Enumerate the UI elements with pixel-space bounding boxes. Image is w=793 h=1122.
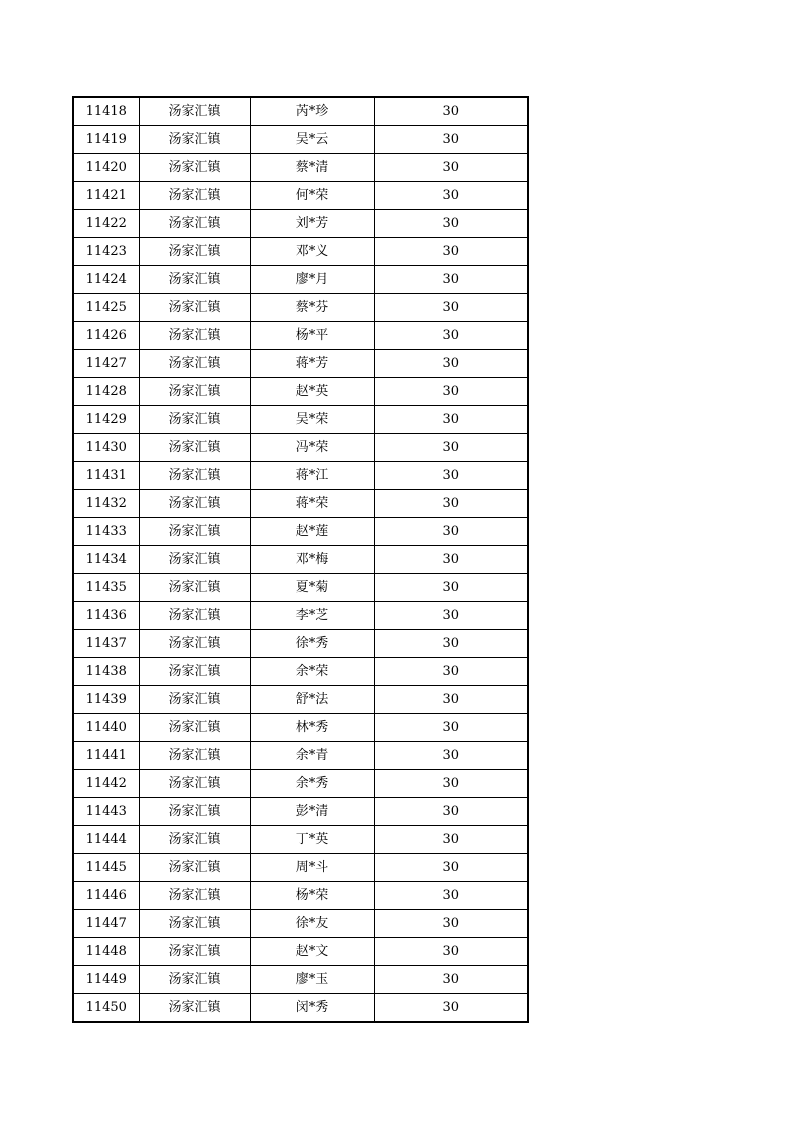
- record-number-cell: 11434: [73, 546, 139, 574]
- amount-cell: 30: [374, 126, 528, 154]
- table-row: [73, 994, 528, 1023]
- table-row: [73, 266, 528, 294]
- record-number-cell: 11440: [73, 714, 139, 742]
- town-cell: 汤家汇镇: [139, 546, 250, 574]
- person-name-cell: 徐*秀: [250, 630, 374, 658]
- town-cell: 汤家汇镇: [139, 938, 250, 966]
- person-name-cell: 闵*秀: [250, 994, 374, 1023]
- town-cell: 汤家汇镇: [139, 518, 250, 546]
- amount-cell: 30: [374, 210, 528, 238]
- table-row: [73, 518, 528, 546]
- table-row: [73, 854, 528, 882]
- amount-cell: 30: [374, 630, 528, 658]
- person-name-cell: 赵*文: [250, 938, 374, 966]
- record-number-cell: 11421: [73, 182, 139, 210]
- amount-cell: 30: [374, 994, 528, 1023]
- table-row: [73, 966, 528, 994]
- amount-cell: 30: [374, 658, 528, 686]
- amount-cell: 30: [374, 294, 528, 322]
- amount-cell: 30: [374, 742, 528, 770]
- table-row: [73, 714, 528, 742]
- record-number-cell: 11425: [73, 294, 139, 322]
- town-cell: 汤家汇镇: [139, 770, 250, 798]
- record-number-cell: 11423: [73, 238, 139, 266]
- amount-cell: 30: [374, 97, 528, 126]
- record-number-cell: 11430: [73, 434, 139, 462]
- amount-cell: 30: [374, 518, 528, 546]
- amount-cell: 30: [374, 546, 528, 574]
- town-cell: 汤家汇镇: [139, 434, 250, 462]
- record-number-cell: 11427: [73, 350, 139, 378]
- record-number-cell: 11431: [73, 462, 139, 490]
- person-name-cell: 蔡*芬: [250, 294, 374, 322]
- table-row: [73, 686, 528, 714]
- records-table-body: [73, 97, 528, 1022]
- table-row: [73, 938, 528, 966]
- town-cell: 汤家汇镇: [139, 462, 250, 490]
- table-row: [73, 574, 528, 602]
- table-row: [73, 658, 528, 686]
- table-row: [73, 770, 528, 798]
- amount-cell: 30: [374, 238, 528, 266]
- person-name-cell: 廖*月: [250, 266, 374, 294]
- person-name-cell: 蒋*荣: [250, 490, 374, 518]
- record-number-cell: 11435: [73, 574, 139, 602]
- record-number-cell: 11426: [73, 322, 139, 350]
- town-cell: 汤家汇镇: [139, 238, 250, 266]
- amount-cell: 30: [374, 574, 528, 602]
- amount-cell: 30: [374, 322, 528, 350]
- table-row: [73, 182, 528, 210]
- town-cell: 汤家汇镇: [139, 350, 250, 378]
- town-cell: 汤家汇镇: [139, 798, 250, 826]
- amount-cell: 30: [374, 378, 528, 406]
- amount-cell: 30: [374, 266, 528, 294]
- record-number-cell: 11449: [73, 966, 139, 994]
- amount-cell: 30: [374, 406, 528, 434]
- town-cell: 汤家汇镇: [139, 686, 250, 714]
- table-row: [73, 882, 528, 910]
- town-cell: 汤家汇镇: [139, 826, 250, 854]
- town-cell: 汤家汇镇: [139, 658, 250, 686]
- person-name-cell: 赵*英: [250, 378, 374, 406]
- record-number-cell: 11436: [73, 602, 139, 630]
- person-name-cell: 吴*荣: [250, 406, 374, 434]
- table-row: [73, 154, 528, 182]
- person-name-cell: 何*荣: [250, 182, 374, 210]
- town-cell: 汤家汇镇: [139, 294, 250, 322]
- person-name-cell: 蒋*江: [250, 462, 374, 490]
- person-name-cell: 邓*义: [250, 238, 374, 266]
- amount-cell: 30: [374, 770, 528, 798]
- person-name-cell: 舒*法: [250, 686, 374, 714]
- amount-cell: 30: [374, 154, 528, 182]
- record-number-cell: 11448: [73, 938, 139, 966]
- person-name-cell: 廖*玉: [250, 966, 374, 994]
- amount-cell: 30: [374, 798, 528, 826]
- town-cell: 汤家汇镇: [139, 322, 250, 350]
- record-number-cell: 11441: [73, 742, 139, 770]
- record-number-cell: 11443: [73, 798, 139, 826]
- record-number-cell: 11439: [73, 686, 139, 714]
- person-name-cell: 蔡*清: [250, 154, 374, 182]
- record-number-cell: 11446: [73, 882, 139, 910]
- table-row: [73, 126, 528, 154]
- table-row: [73, 406, 528, 434]
- records-table: [72, 96, 529, 1023]
- table-row: [73, 378, 528, 406]
- town-cell: 汤家汇镇: [139, 854, 250, 882]
- table-row: [73, 798, 528, 826]
- record-number-cell: 11432: [73, 490, 139, 518]
- person-name-cell: 徐*友: [250, 910, 374, 938]
- amount-cell: 30: [374, 966, 528, 994]
- record-number-cell: 11418: [73, 97, 139, 126]
- person-name-cell: 余*青: [250, 742, 374, 770]
- person-name-cell: 彭*清: [250, 798, 374, 826]
- town-cell: 汤家汇镇: [139, 406, 250, 434]
- town-cell: 汤家汇镇: [139, 574, 250, 602]
- table-row: [73, 322, 528, 350]
- person-name-cell: 余*荣: [250, 658, 374, 686]
- record-number-cell: 11419: [73, 126, 139, 154]
- record-number-cell: 11428: [73, 378, 139, 406]
- town-cell: 汤家汇镇: [139, 97, 250, 126]
- person-name-cell: 芮*珍: [250, 97, 374, 126]
- town-cell: 汤家汇镇: [139, 966, 250, 994]
- record-number-cell: 11420: [73, 154, 139, 182]
- town-cell: 汤家汇镇: [139, 742, 250, 770]
- record-number-cell: 11445: [73, 854, 139, 882]
- table-row: [73, 490, 528, 518]
- person-name-cell: 赵*莲: [250, 518, 374, 546]
- amount-cell: 30: [374, 182, 528, 210]
- person-name-cell: 邓*梅: [250, 546, 374, 574]
- town-cell: 汤家汇镇: [139, 126, 250, 154]
- table-row: [73, 238, 528, 266]
- amount-cell: 30: [374, 462, 528, 490]
- person-name-cell: 吴*云: [250, 126, 374, 154]
- person-name-cell: 刘*芳: [250, 210, 374, 238]
- amount-cell: 30: [374, 490, 528, 518]
- table-row: [73, 910, 528, 938]
- town-cell: 汤家汇镇: [139, 714, 250, 742]
- town-cell: 汤家汇镇: [139, 602, 250, 630]
- record-number-cell: 11422: [73, 210, 139, 238]
- town-cell: 汤家汇镇: [139, 882, 250, 910]
- table-row: [73, 546, 528, 574]
- town-cell: 汤家汇镇: [139, 910, 250, 938]
- amount-cell: 30: [374, 350, 528, 378]
- table-row: [73, 630, 528, 658]
- person-name-cell: 蒋*芳: [250, 350, 374, 378]
- person-name-cell: 周*斗: [250, 854, 374, 882]
- amount-cell: 30: [374, 882, 528, 910]
- record-number-cell: 11437: [73, 630, 139, 658]
- town-cell: 汤家汇镇: [139, 378, 250, 406]
- amount-cell: 30: [374, 826, 528, 854]
- record-number-cell: 11447: [73, 910, 139, 938]
- person-name-cell: 杨*平: [250, 322, 374, 350]
- town-cell: 汤家汇镇: [139, 210, 250, 238]
- person-name-cell: 冯*荣: [250, 434, 374, 462]
- record-number-cell: 11438: [73, 658, 139, 686]
- town-cell: 汤家汇镇: [139, 994, 250, 1023]
- table-row: [73, 742, 528, 770]
- record-number-cell: 11442: [73, 770, 139, 798]
- person-name-cell: 丁*英: [250, 826, 374, 854]
- record-number-cell: 11450: [73, 994, 139, 1023]
- town-cell: 汤家汇镇: [139, 154, 250, 182]
- amount-cell: 30: [374, 714, 528, 742]
- amount-cell: 30: [374, 434, 528, 462]
- table-row: [73, 602, 528, 630]
- table-row: [73, 97, 528, 126]
- record-number-cell: 11424: [73, 266, 139, 294]
- record-number-cell: 11444: [73, 826, 139, 854]
- person-name-cell: 夏*菊: [250, 574, 374, 602]
- person-name-cell: 余*秀: [250, 770, 374, 798]
- amount-cell: 30: [374, 854, 528, 882]
- record-number-cell: 11433: [73, 518, 139, 546]
- person-name-cell: 李*芝: [250, 602, 374, 630]
- table-row: [73, 826, 528, 854]
- amount-cell: 30: [374, 686, 528, 714]
- person-name-cell: 杨*荣: [250, 882, 374, 910]
- person-name-cell: 林*秀: [250, 714, 374, 742]
- table-row: [73, 434, 528, 462]
- amount-cell: 30: [374, 602, 528, 630]
- table-row: [73, 350, 528, 378]
- record-number-cell: 11429: [73, 406, 139, 434]
- town-cell: 汤家汇镇: [139, 630, 250, 658]
- table-row: [73, 294, 528, 322]
- town-cell: 汤家汇镇: [139, 182, 250, 210]
- amount-cell: 30: [374, 938, 528, 966]
- amount-cell: 30: [374, 910, 528, 938]
- town-cell: 汤家汇镇: [139, 490, 250, 518]
- table-row: [73, 210, 528, 238]
- table-row: [73, 462, 528, 490]
- town-cell: 汤家汇镇: [139, 266, 250, 294]
